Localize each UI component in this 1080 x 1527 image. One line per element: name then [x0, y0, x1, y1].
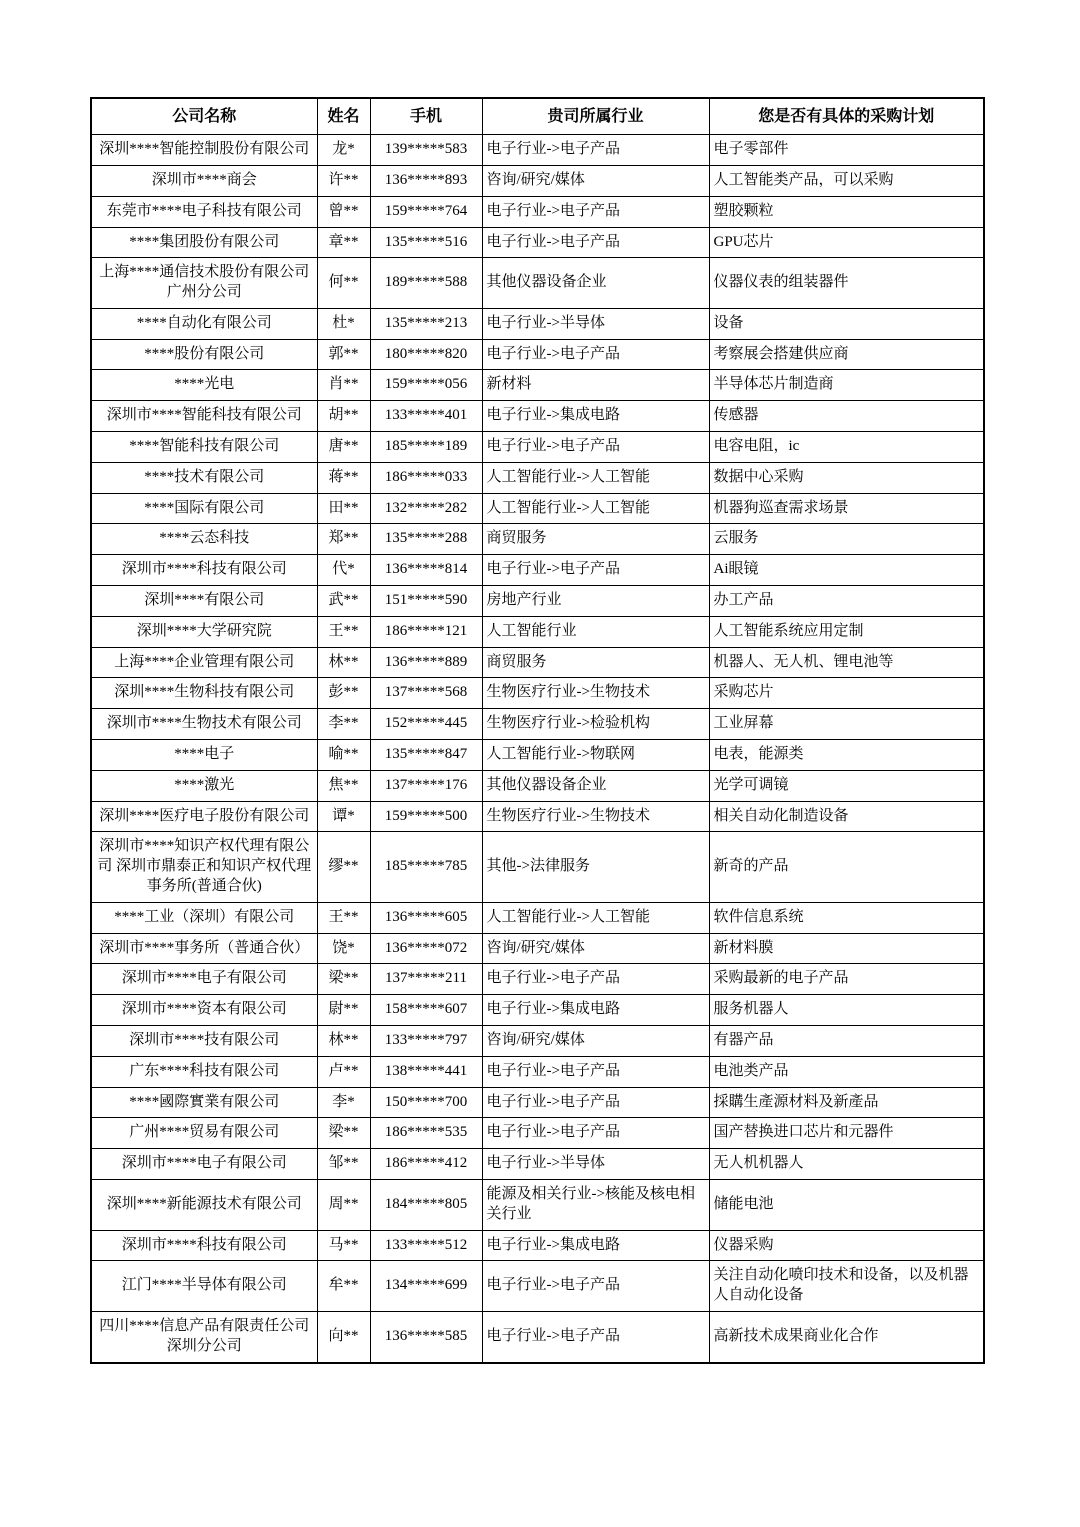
- cell-industry: 咨询/研究/媒体: [482, 1026, 709, 1057]
- cell-purchase-plan: 仪器仪表的组装器件: [709, 258, 984, 309]
- cell-name: 梁**: [317, 1118, 370, 1149]
- cell-purchase-plan: 光学可调镜: [709, 770, 984, 801]
- cell-purchase-plan: 新材料膜: [709, 933, 984, 964]
- cell-company: ****国际有限公司: [91, 493, 317, 524]
- cell-company: 上海****通信技术股份有限公司 广州分公司: [91, 258, 317, 309]
- cell-company: 深圳市****知识产权代理有限公司 深圳市鼎泰正和知识产权代理事务所(普通合伙): [91, 832, 317, 902]
- cell-purchase-plan: 储能电池: [709, 1180, 984, 1231]
- cell-phone: 151*****590: [370, 586, 482, 617]
- table-row: [91, 616, 984, 647]
- cell-company: ****技术有限公司: [91, 462, 317, 493]
- table-row: [91, 401, 984, 432]
- cell-phone: 186*****535: [370, 1118, 482, 1149]
- cell-purchase-plan: 相关自动化制造设备: [709, 801, 984, 832]
- cell-name: 饶*: [317, 933, 370, 964]
- table-row: [91, 135, 984, 166]
- cell-industry: 房地产行业: [482, 586, 709, 617]
- cell-name: 郭**: [317, 339, 370, 370]
- cell-industry: 电子行业->半导体: [482, 308, 709, 339]
- cell-phone: 133*****797: [370, 1026, 482, 1057]
- cell-name: 马**: [317, 1230, 370, 1261]
- cell-purchase-plan: 软件信息系统: [709, 902, 984, 933]
- cell-company: ****集团股份有限公司: [91, 227, 317, 258]
- cell-company: 东莞市****电子科技有限公司: [91, 196, 317, 227]
- cell-purchase-plan: 机器人、无人机、锂电池等: [709, 647, 984, 678]
- cell-purchase-plan: 塑胶颗粒: [709, 196, 984, 227]
- cell-purchase-plan: 机器狗巡查需求场景: [709, 493, 984, 524]
- cell-industry: 电子行业->电子产品: [482, 227, 709, 258]
- cell-name: 向**: [317, 1311, 370, 1362]
- cell-name: 尉**: [317, 995, 370, 1026]
- cell-company: ****云态科技: [91, 524, 317, 555]
- cell-phone: 180*****820: [370, 339, 482, 370]
- cell-phone: 139*****583: [370, 135, 482, 166]
- table-row: [91, 1149, 984, 1180]
- cell-name: 曾**: [317, 196, 370, 227]
- cell-company: ****工业（深圳）有限公司: [91, 902, 317, 933]
- cell-purchase-plan: 采购最新的电子产品: [709, 964, 984, 995]
- cell-company: 广州****贸易有限公司: [91, 1118, 317, 1149]
- cell-name: 彭**: [317, 678, 370, 709]
- cell-name: 龙*: [317, 135, 370, 166]
- cell-name: 胡**: [317, 401, 370, 432]
- cell-industry: 人工智能行业->物联网: [482, 740, 709, 771]
- cell-company: ****智能科技有限公司: [91, 432, 317, 463]
- cell-purchase-plan: 新奇的产品: [709, 832, 984, 902]
- cell-name: 许**: [317, 165, 370, 196]
- cell-company: 深圳市****科技有限公司: [91, 555, 317, 586]
- cell-phone: 152*****445: [370, 709, 482, 740]
- cell-industry: 其他->法律服务: [482, 832, 709, 902]
- cell-industry: 电子行业->电子产品: [482, 1118, 709, 1149]
- cell-company: 深圳市****技有限公司: [91, 1026, 317, 1057]
- cell-phone: 133*****512: [370, 1230, 482, 1261]
- cell-company: 深圳市****生物技术有限公司: [91, 709, 317, 740]
- cell-industry: 电子行业->电子产品: [482, 1261, 709, 1312]
- cell-industry: 商贸服务: [482, 647, 709, 678]
- table-row: [91, 165, 984, 196]
- cell-purchase-plan: 云服务: [709, 524, 984, 555]
- cell-name: 牟**: [317, 1261, 370, 1312]
- table-row: [91, 370, 984, 401]
- cell-phone: 135*****288: [370, 524, 482, 555]
- column-header-purchase-plan: 您是否有具体的采购计划: [709, 98, 984, 135]
- cell-name: 蒋**: [317, 462, 370, 493]
- cell-industry: 其他仪器设备企业: [482, 770, 709, 801]
- cell-company: 深圳市****电子有限公司: [91, 1149, 317, 1180]
- cell-name: 喻**: [317, 740, 370, 771]
- table-row: [91, 196, 984, 227]
- cell-industry: 电子行业->集成电路: [482, 995, 709, 1026]
- cell-company: 深圳市****资本有限公司: [91, 995, 317, 1026]
- cell-industry: 电子行业->电子产品: [482, 1087, 709, 1118]
- cell-phone: 135*****847: [370, 740, 482, 771]
- cell-industry: 电子行业->电子产品: [482, 964, 709, 995]
- cell-industry: 生物医疗行业->生物技术: [482, 801, 709, 832]
- cell-name: 梁**: [317, 964, 370, 995]
- cell-industry: 电子行业->电子产品: [482, 196, 709, 227]
- cell-phone: 136*****814: [370, 555, 482, 586]
- cell-company: 深圳****智能控制股份有限公司: [91, 135, 317, 166]
- cell-phone: 138*****441: [370, 1056, 482, 1087]
- table-row: [91, 1118, 984, 1149]
- cell-industry: 电子行业->集成电路: [482, 401, 709, 432]
- cell-purchase-plan: 传感器: [709, 401, 984, 432]
- cell-purchase-plan: 数据中心采购: [709, 462, 984, 493]
- table-row: [91, 339, 984, 370]
- cell-industry: 人工智能行业: [482, 616, 709, 647]
- table-row: [91, 524, 984, 555]
- cell-name: 卢**: [317, 1056, 370, 1087]
- cell-company: 深圳****生物科技有限公司: [91, 678, 317, 709]
- column-header-industry: 贵司所属行业: [482, 98, 709, 135]
- cell-purchase-plan: 人工智能类产品，可以采购: [709, 165, 984, 196]
- cell-purchase-plan: 无人机机器人: [709, 1149, 984, 1180]
- cell-phone: 136*****889: [370, 647, 482, 678]
- cell-phone: 136*****893: [370, 165, 482, 196]
- cell-name: 林**: [317, 1026, 370, 1057]
- cell-purchase-plan: 半导体芯片制造商: [709, 370, 984, 401]
- cell-purchase-plan: 国产替换进口芯片和元器件: [709, 1118, 984, 1149]
- cell-phone: 136*****585: [370, 1311, 482, 1362]
- cell-company: 四川****信息产品有限责任公司深圳分公司: [91, 1311, 317, 1362]
- table-row: [91, 902, 984, 933]
- cell-purchase-plan: GPU芯片: [709, 227, 984, 258]
- cell-purchase-plan: 高新技术成果商业化合作: [709, 1311, 984, 1362]
- cell-phone: 150*****700: [370, 1087, 482, 1118]
- cell-name: 唐**: [317, 432, 370, 463]
- cell-industry: 商贸服务: [482, 524, 709, 555]
- cell-name: 林**: [317, 647, 370, 678]
- cell-purchase-plan: 办工产品: [709, 586, 984, 617]
- table-row: [91, 227, 984, 258]
- cell-industry: 电子行业->电子产品: [482, 1056, 709, 1087]
- cell-company: ****國際實業有限公司: [91, 1087, 317, 1118]
- table-row: [91, 964, 984, 995]
- cell-company: 江门****半导体有限公司: [91, 1261, 317, 1312]
- cell-industry: 咨询/研究/媒体: [482, 165, 709, 196]
- cell-industry: 生物医疗行业->生物技术: [482, 678, 709, 709]
- cell-purchase-plan: Ai眼镜: [709, 555, 984, 586]
- cell-phone: 137*****176: [370, 770, 482, 801]
- cell-name: 郑**: [317, 524, 370, 555]
- cell-company: 深圳****有限公司: [91, 586, 317, 617]
- table-row: [91, 1311, 984, 1362]
- cell-company: 上海****企业管理有限公司: [91, 647, 317, 678]
- cell-industry: 人工智能行业->人工智能: [482, 462, 709, 493]
- table-row: [91, 709, 984, 740]
- cell-phone: 137*****211: [370, 964, 482, 995]
- cell-purchase-plan: 採購生產源材料及新產品: [709, 1087, 984, 1118]
- cell-industry: 咨询/研究/媒体: [482, 933, 709, 964]
- cell-phone: 159*****500: [370, 801, 482, 832]
- cell-industry: 其他仪器设备企业: [482, 258, 709, 309]
- cell-phone: 189*****588: [370, 258, 482, 309]
- cell-name: 何**: [317, 258, 370, 309]
- column-header-name: 姓名: [317, 98, 370, 135]
- cell-company: 深圳****大学研究院: [91, 616, 317, 647]
- cell-company: 深圳市****事务所（普通合伙）: [91, 933, 317, 964]
- column-header-company: 公司名称: [91, 98, 317, 135]
- cell-purchase-plan: 电表，能源类: [709, 740, 984, 771]
- table-row: [91, 493, 984, 524]
- cell-purchase-plan: 电子零部件: [709, 135, 984, 166]
- cell-name: 缪**: [317, 832, 370, 902]
- cell-purchase-plan: 电容电阻，ic: [709, 432, 984, 463]
- cell-purchase-plan: 仪器采购: [709, 1230, 984, 1261]
- cell-name: 武**: [317, 586, 370, 617]
- cell-purchase-plan: 考察展会搭建供应商: [709, 339, 984, 370]
- cell-company: 深圳****医疗电子股份有限公司: [91, 801, 317, 832]
- cell-industry: 人工智能行业->人工智能: [482, 493, 709, 524]
- table-row: [91, 1230, 984, 1261]
- cell-purchase-plan: 服务机器人: [709, 995, 984, 1026]
- table-row: [91, 258, 984, 309]
- cell-phone: 135*****516: [370, 227, 482, 258]
- cell-name: 肖**: [317, 370, 370, 401]
- cell-name: 焦**: [317, 770, 370, 801]
- cell-name: 邹**: [317, 1149, 370, 1180]
- table-row: [91, 1087, 984, 1118]
- cell-name: 田**: [317, 493, 370, 524]
- cell-name: 谭*: [317, 801, 370, 832]
- cell-company: 深圳市****智能科技有限公司: [91, 401, 317, 432]
- cell-industry: 电子行业->半导体: [482, 1149, 709, 1180]
- cell-industry: 能源及相关行业->核能及核电相关行业: [482, 1180, 709, 1231]
- header-row: [91, 98, 984, 135]
- cell-industry: 生物医疗行业->检验机构: [482, 709, 709, 740]
- cell-phone: 158*****607: [370, 995, 482, 1026]
- cell-phone: 185*****785: [370, 832, 482, 902]
- cell-purchase-plan: 采购芯片: [709, 678, 984, 709]
- cell-company: 深圳****新能源技术有限公司: [91, 1180, 317, 1231]
- cell-company: ****股份有限公司: [91, 339, 317, 370]
- cell-industry: 电子行业->集成电路: [482, 1230, 709, 1261]
- cell-phone: 136*****072: [370, 933, 482, 964]
- cell-company: ****激光: [91, 770, 317, 801]
- cell-phone: 132*****282: [370, 493, 482, 524]
- table-row: [91, 832, 984, 902]
- table-row: [91, 770, 984, 801]
- table-body: [91, 135, 984, 1363]
- cell-name: 章**: [317, 227, 370, 258]
- cell-phone: 186*****033: [370, 462, 482, 493]
- cell-phone: 159*****056: [370, 370, 482, 401]
- table-row: [91, 647, 984, 678]
- table-row: [91, 555, 984, 586]
- cell-company: 深圳市****电子有限公司: [91, 964, 317, 995]
- table-row: [91, 1056, 984, 1087]
- table-row: [91, 462, 984, 493]
- cell-purchase-plan: 人工智能系统应用定制: [709, 616, 984, 647]
- table-row: [91, 740, 984, 771]
- cell-industry: 人工智能行业->人工智能: [482, 902, 709, 933]
- cell-company: 广东****科技有限公司: [91, 1056, 317, 1087]
- table-row: [91, 308, 984, 339]
- cell-purchase-plan: 工业屏幕: [709, 709, 984, 740]
- table-row: [91, 995, 984, 1026]
- table-row: [91, 678, 984, 709]
- cell-phone: 137*****568: [370, 678, 482, 709]
- cell-company: 深圳市****商会: [91, 165, 317, 196]
- cell-phone: 136*****605: [370, 902, 482, 933]
- column-header-phone: 手机: [370, 98, 482, 135]
- cell-name: 王**: [317, 902, 370, 933]
- cell-name: 代*: [317, 555, 370, 586]
- cell-phone: 186*****412: [370, 1149, 482, 1180]
- cell-name: 李*: [317, 1087, 370, 1118]
- table-row: [91, 432, 984, 463]
- cell-industry: 电子行业->电子产品: [482, 555, 709, 586]
- cell-name: 王**: [317, 616, 370, 647]
- cell-phone: 159*****764: [370, 196, 482, 227]
- cell-industry: 电子行业->电子产品: [482, 1311, 709, 1362]
- cell-phone: 135*****213: [370, 308, 482, 339]
- cell-name: 李**: [317, 709, 370, 740]
- table-row: [91, 1180, 984, 1231]
- cell-company: 深圳市****科技有限公司: [91, 1230, 317, 1261]
- cell-industry: 新材料: [482, 370, 709, 401]
- cell-industry: 电子行业->电子产品: [482, 432, 709, 463]
- cell-name: 杜*: [317, 308, 370, 339]
- table-row: [91, 801, 984, 832]
- cell-company: ****光电: [91, 370, 317, 401]
- table-row: [91, 1026, 984, 1057]
- cell-purchase-plan: 设备: [709, 308, 984, 339]
- cell-phone: 185*****189: [370, 432, 482, 463]
- cell-industry: 电子行业->电子产品: [482, 339, 709, 370]
- cell-purchase-plan: 关注自动化喷印技术和设备，以及机器人自动化设备: [709, 1261, 984, 1312]
- table-row: [91, 933, 984, 964]
- cell-purchase-plan: 有器产品: [709, 1026, 984, 1057]
- cell-purchase-plan: 电池类产品: [709, 1056, 984, 1087]
- cell-phone: 134*****699: [370, 1261, 482, 1312]
- cell-name: 周**: [317, 1180, 370, 1231]
- table-row: [91, 1261, 984, 1312]
- cell-company: ****自动化有限公司: [91, 308, 317, 339]
- cell-industry: 电子行业->电子产品: [482, 135, 709, 166]
- cell-company: ****电子: [91, 740, 317, 771]
- cell-phone: 133*****401: [370, 401, 482, 432]
- table-row: [91, 586, 984, 617]
- cell-phone: 186*****121: [370, 616, 482, 647]
- cell-phone: 184*****805: [370, 1180, 482, 1231]
- contact-table: [90, 97, 985, 1364]
